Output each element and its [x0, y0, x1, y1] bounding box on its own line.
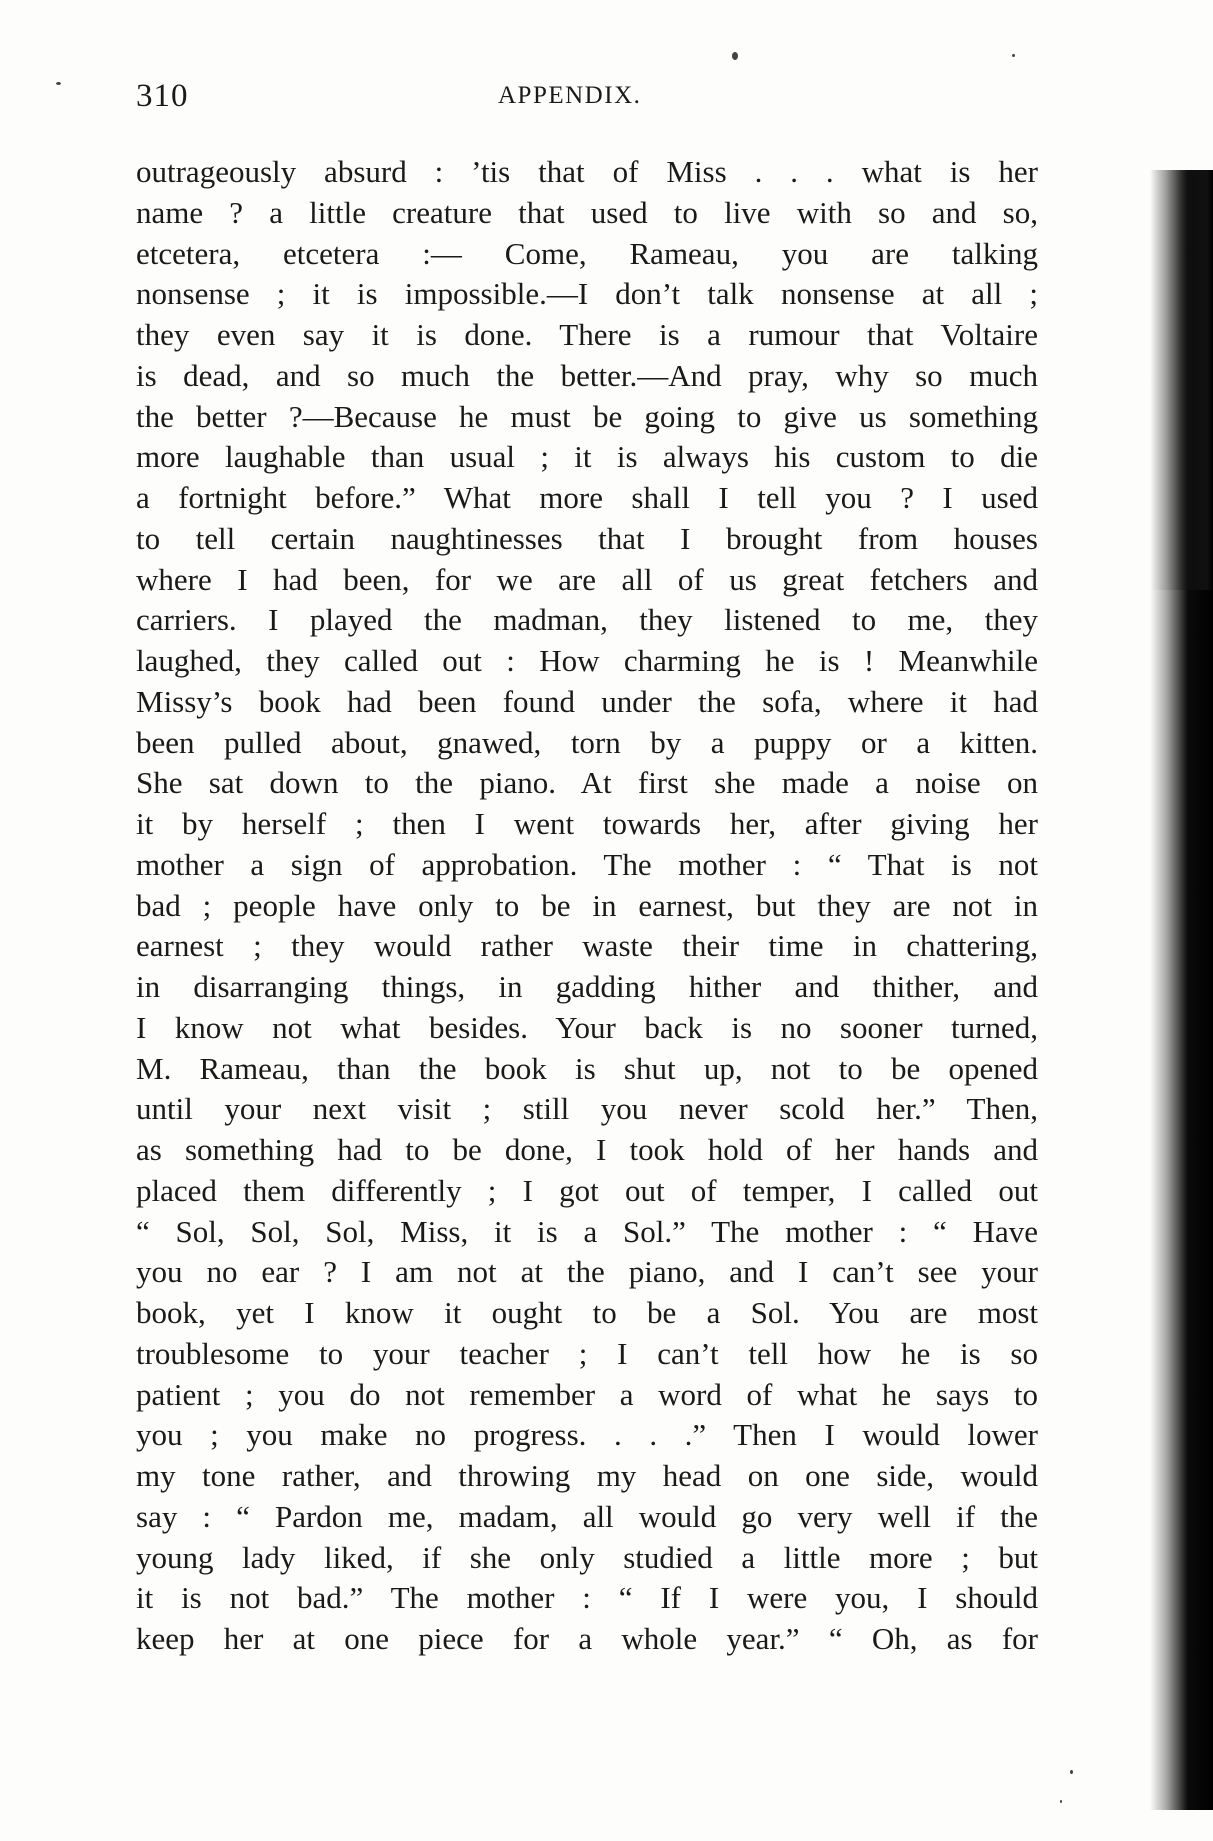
- text-line: outrageously absurd : ’tis that of Miss . . . what is her: [136, 154, 1038, 189]
- text-line: as something had to be done, I took hold of her hands and: [136, 1132, 1038, 1167]
- text-line: to tell certain naughtinesses that I brought from houses: [136, 520, 1038, 556]
- text-line: carriers. I played the madman, they listened to me, they: [136, 602, 1038, 638]
- print-speck: [1060, 1800, 1062, 1803]
- print-speck: [56, 82, 61, 85]
- text-line: etcetera, etcetera :— Come, Rameau, you are talking: [136, 235, 1038, 271]
- text-line: the better ?—Because he must be going to give us something: [136, 398, 1038, 434]
- text-line: it by herself ; then I went towards her, after giving her: [136, 806, 1038, 841]
- text-line: laughed, they called out : How charming he is ! Meanwhile: [136, 643, 1038, 678]
- running-head: [136, 78, 1036, 118]
- text-line: She sat down to the piano. At first she made a noise on: [136, 765, 1038, 801]
- text-line: where I had been, for we are all of us great fetchers and: [136, 561, 1038, 597]
- text-line: my tone rather, and throwing my head on one side, would: [136, 1458, 1038, 1493]
- text-line: you no ear ? I am not at the piano, and I can’t see your: [136, 1254, 1038, 1290]
- text-line: name ? a little creature that used to live with so and so,: [136, 194, 1038, 230]
- text-line: nonsense ; it is impossible.—I don’t talk nonsense at all ;: [136, 276, 1038, 312]
- text-line: placed them differently ; I got out of temper, I called out: [136, 1172, 1038, 1208]
- text-line: I know not what besides. Your back is no sooner turned,: [136, 1009, 1038, 1045]
- text-line: patient ; you do not remember a word of what he says to: [136, 1376, 1038, 1412]
- text-line: young lady liked, if she only studied a little more ; but: [136, 1539, 1038, 1575]
- text-line: say : “ Pardon me, madam, all would go very well if the: [136, 1498, 1038, 1534]
- text-line: Missy’s book had been found under the sofa, where it had: [136, 683, 1038, 719]
- text-line: it is not bad.” The mother : “ If I were you, I should: [136, 1580, 1038, 1616]
- text-line: been pulled about, gnawed, torn by a puppy or a kitten.: [136, 724, 1038, 760]
- text-line: they even say it is done. There is a rumour that Voltaire: [136, 317, 1038, 352]
- gutter-shadow-fade: [1150, 170, 1213, 590]
- text-line: you ; you make no progress. . . .” Then I would lower: [136, 1417, 1038, 1453]
- print-speck: [1070, 1770, 1073, 1774]
- text-line: in disarranging things, in gadding hither and thither, and: [136, 969, 1038, 1004]
- text-line: earnest ; they would rather waste their time in chattering,: [136, 928, 1038, 964]
- page-number: 310: [136, 78, 189, 114]
- body-text: [136, 152, 1038, 1660]
- text-line: more laughable than usual ; it is always his custom to die: [136, 439, 1038, 475]
- print-speck: [732, 52, 738, 60]
- text-line: mother a sign of approbation. The mother : “ That is not: [136, 846, 1038, 882]
- text-line: until your next visit ; still you never scold her.” Then,: [136, 1091, 1038, 1127]
- text-line: a fortnight before.” What more shall I tell you ? I used: [136, 480, 1038, 515]
- text-line: book, yet I know it ought to be a Sol. You are most: [136, 1295, 1038, 1330]
- running-title: APPENDIX.: [498, 82, 642, 109]
- text-line: troublesome to your teacher ; I can’t tell how he is so: [136, 1335, 1038, 1371]
- text-line: M. Rameau, than the book is shut up, not to be opened: [136, 1050, 1038, 1086]
- text-line: is dead, and so much the better.—And pray, why so much: [136, 357, 1038, 393]
- print-speck: [1012, 54, 1015, 57]
- text-line: keep her at one piece for a whole year.” “ Oh, as for: [136, 1621, 1038, 1656]
- text-line: “ Sol, Sol, Sol, Miss, it is a Sol.” The mother : “ Have: [136, 1213, 1038, 1249]
- text-line: bad ; people have only to be in earnest, but they are not in: [136, 887, 1038, 923]
